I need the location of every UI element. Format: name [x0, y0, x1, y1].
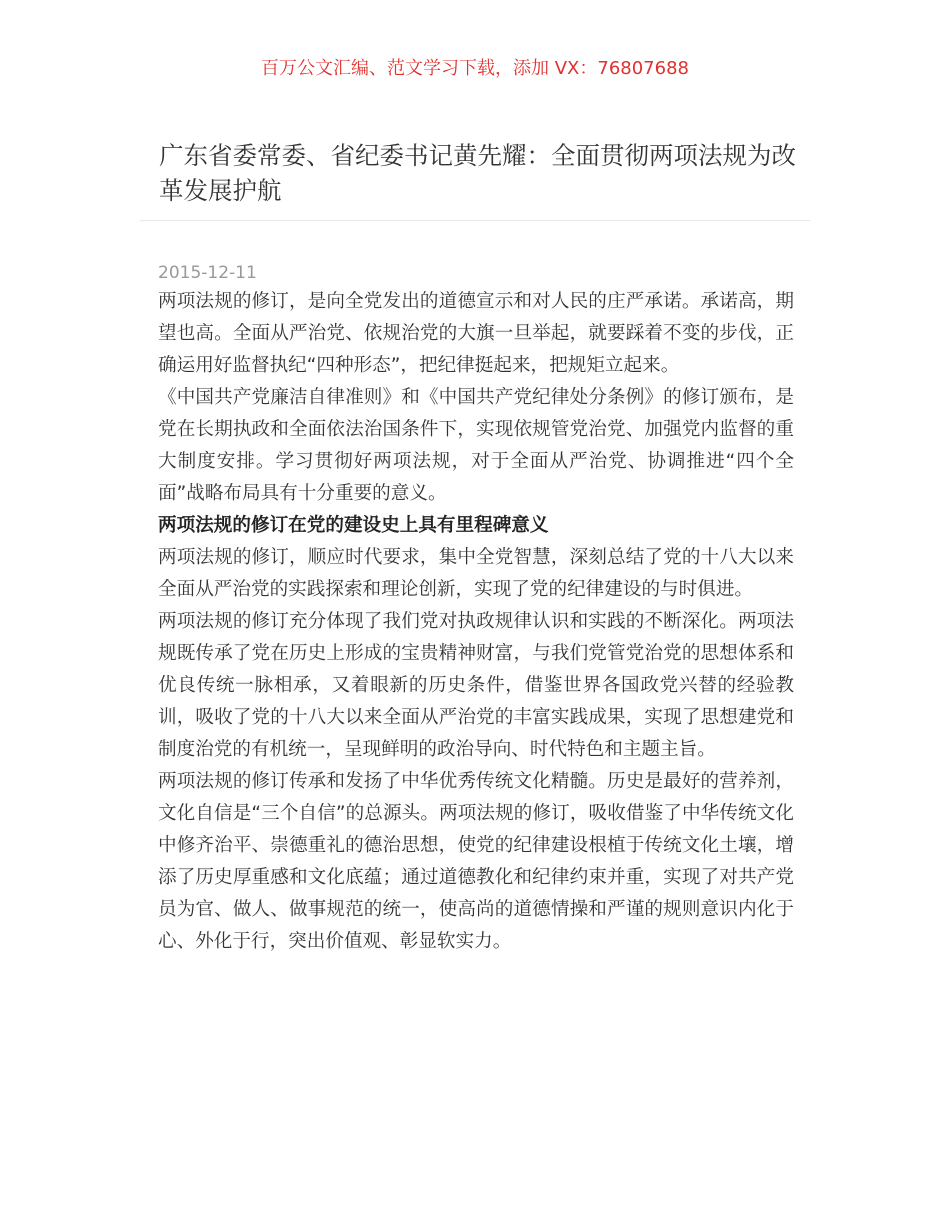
article-title: 广东省委常委、省纪委书记黄先耀：全面贯彻两项法规为改革发展护航	[159, 141, 796, 205]
publish-date: 2015-12-11	[158, 263, 257, 283]
paragraph: 两项法规的修订，顺应时代要求，集中全党智慧，深刻总结了党的十八大以来全面从严治党的实践探索和理论创新，实现了党的纪律建设的与时俱进。	[158, 547, 794, 600]
promo-banner: 百万公文汇编、范文学习下载，添加 VX：76807688	[261, 58, 689, 79]
article-header	[140, 138, 810, 221]
paragraph: 《中国共产党廉洁自律准则》和《中国共产党纪律处分条例》的修订颁布，是党在长期执政和全面依法治国条件下，实现依规管党治党、加强党内监督的重大制度安排。学习贯彻好两项法规，对于全面从严治党、协调推进“四个全面”战略布局具有十分重要的意义。	[158, 387, 794, 504]
article-body	[158, 260, 794, 958]
paragraph: 两项法规的修订传承和发扬了中华优秀传统文化精髓。历史是最好的营养剂，文化自信是“三个自信”的总源头。两项法规的修订，吸收借鉴了中华传统文化中修齐治平、崇德重礼的德治思想，使党的纪律建设根植于传统文化土壤，增添了历史厚重感和文化底蕴；通过道德教化和纪律约束并重，实现了对共产党员为官、做人、做事规范的统一，使高尚的道德情操和严谨的规则意识内化于心、外化于行，突出价值观、彰显软实力。	[158, 771, 794, 952]
paragraph: 两项法规的修订充分体现了我们党对执政规律认识和实践的不断深化。两项法规既传承了党在历史上形成的宝贵精神财富，与我们党管党治党的思想体系和优良传统一脉相承，又着眼新的历史条件，借鉴世界各国政党兴替的经验教训，吸收了党的十八大以来全面从严治党的丰富实践成果，实现了思想建党和制度治党的有机统一，呈现鲜明的政治导向、时代特色和主题主旨。	[158, 611, 794, 760]
paragraph: 两项法规的修订，是向全党发出的道德宣示和对人民的庄严承诺。承诺高，期望也高。全面从严治党、依规治党的大旗一旦举起，就要踩着不变的步伐，正确运用好监督执纪“四种形态”，把纪律挺起来，把规矩立起来。	[158, 291, 794, 376]
section-heading: 两项法规的修订在党的建设史上具有里程碑意义	[158, 515, 549, 536]
